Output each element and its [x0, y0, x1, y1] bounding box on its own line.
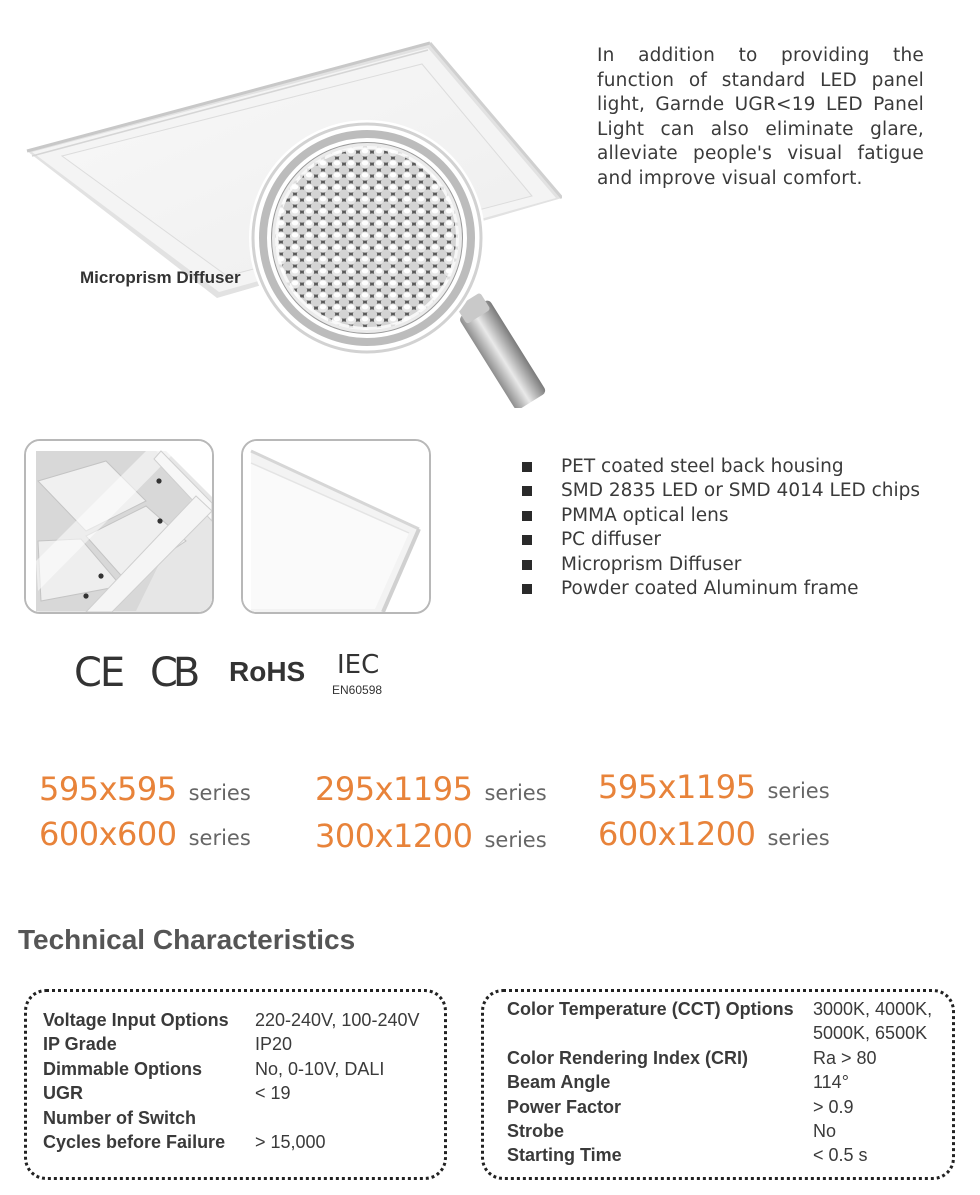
product-hero-image — [22, 38, 562, 408]
ce-logo: CE — [74, 650, 124, 696]
spec-value: 114° — [813, 1072, 849, 1092]
spec-value: IP20 — [255, 1034, 293, 1054]
feature-item: PC diffuser — [520, 528, 920, 552]
tech-title: Technical Characteristics — [18, 924, 356, 955]
spec-value: > 0.9 — [813, 1097, 854, 1117]
spec-value: 5000K, 6500K — [813, 1023, 928, 1043]
bullet-square-icon — [522, 535, 532, 545]
spec-key: Dimmable Options — [43, 1059, 203, 1079]
series-item: 600x1200 series — [598, 815, 830, 853]
iec-logo: IEC — [337, 650, 380, 680]
series-item: 595x1195 series — [598, 768, 830, 806]
spec-key: UGR — [43, 1083, 83, 1103]
feature-item: Powder coated Aluminum frame — [520, 577, 920, 601]
bullet-square-icon — [522, 462, 532, 472]
bullet-square-icon — [522, 486, 532, 496]
spec-key: Color Temperature (CCT) Options — [507, 999, 794, 1019]
spec-value: Ra > 80 — [813, 1048, 877, 1068]
spec-key: Number of Switch — [43, 1108, 197, 1128]
cb-logo: CB — [150, 650, 196, 696]
bullet-square-icon — [522, 511, 532, 521]
spec-key: Voltage Input Options — [43, 1010, 229, 1030]
bullet-square-icon — [522, 560, 532, 570]
back-housing-image — [26, 441, 212, 612]
front-panel-photo — [241, 439, 431, 614]
back-housing-photo — [24, 439, 214, 614]
series-item: 595x595 series — [39, 770, 251, 808]
feature-item: PET coated steel back housing — [520, 455, 920, 479]
feature-item: Microprism Diffuser — [520, 553, 920, 577]
spec-value: < 0.5 s — [813, 1145, 868, 1165]
spec-key: Strobe — [507, 1121, 565, 1141]
front-panel-image — [243, 441, 429, 612]
spec-key: Starting Time — [507, 1145, 622, 1165]
feature-item: SMD 2835 LED or SMD 4014 LED chips — [520, 479, 920, 503]
feature-list — [520, 455, 920, 601]
spec-key: Cycles before Failure — [43, 1132, 226, 1152]
led-panel-illustration — [22, 38, 562, 408]
feature-item: PMMA optical lens — [520, 504, 920, 528]
spec-value: > 15,000 — [255, 1132, 326, 1152]
spec-value: 3000K, 4000K, — [813, 999, 933, 1019]
spec-value: 220-240V, 100-240V — [255, 1010, 420, 1030]
spec-value: No — [813, 1121, 837, 1141]
spec-key: Beam Angle — [507, 1072, 611, 1092]
spec-key: Power Factor — [507, 1097, 622, 1117]
spec-value: < 19 — [255, 1083, 291, 1103]
series-item: 600x600 series — [39, 815, 251, 853]
microprism-diffuser-label: Microprism Diffuser — [80, 268, 241, 287]
spec-key: Color Rendering Index (CRI) — [507, 1048, 749, 1068]
series-item: 295x1195 series — [315, 770, 547, 808]
spec-value: No, 0-10V, DALI — [255, 1059, 385, 1079]
bullet-square-icon — [522, 584, 532, 594]
series-item: 300x1200 series — [315, 817, 547, 855]
intro-paragraph: In addition to providing the function of standard LED panel light, Garnde UGR<19 LED Panel Light can also eliminate glare, alleviate people's visual fatigue and improve visual comfort. — [597, 45, 924, 189]
rohs-logo: RoHS — [229, 656, 306, 687]
spec-key: IP Grade — [43, 1034, 117, 1054]
iec-standard-label: EN60598 — [332, 683, 383, 697]
